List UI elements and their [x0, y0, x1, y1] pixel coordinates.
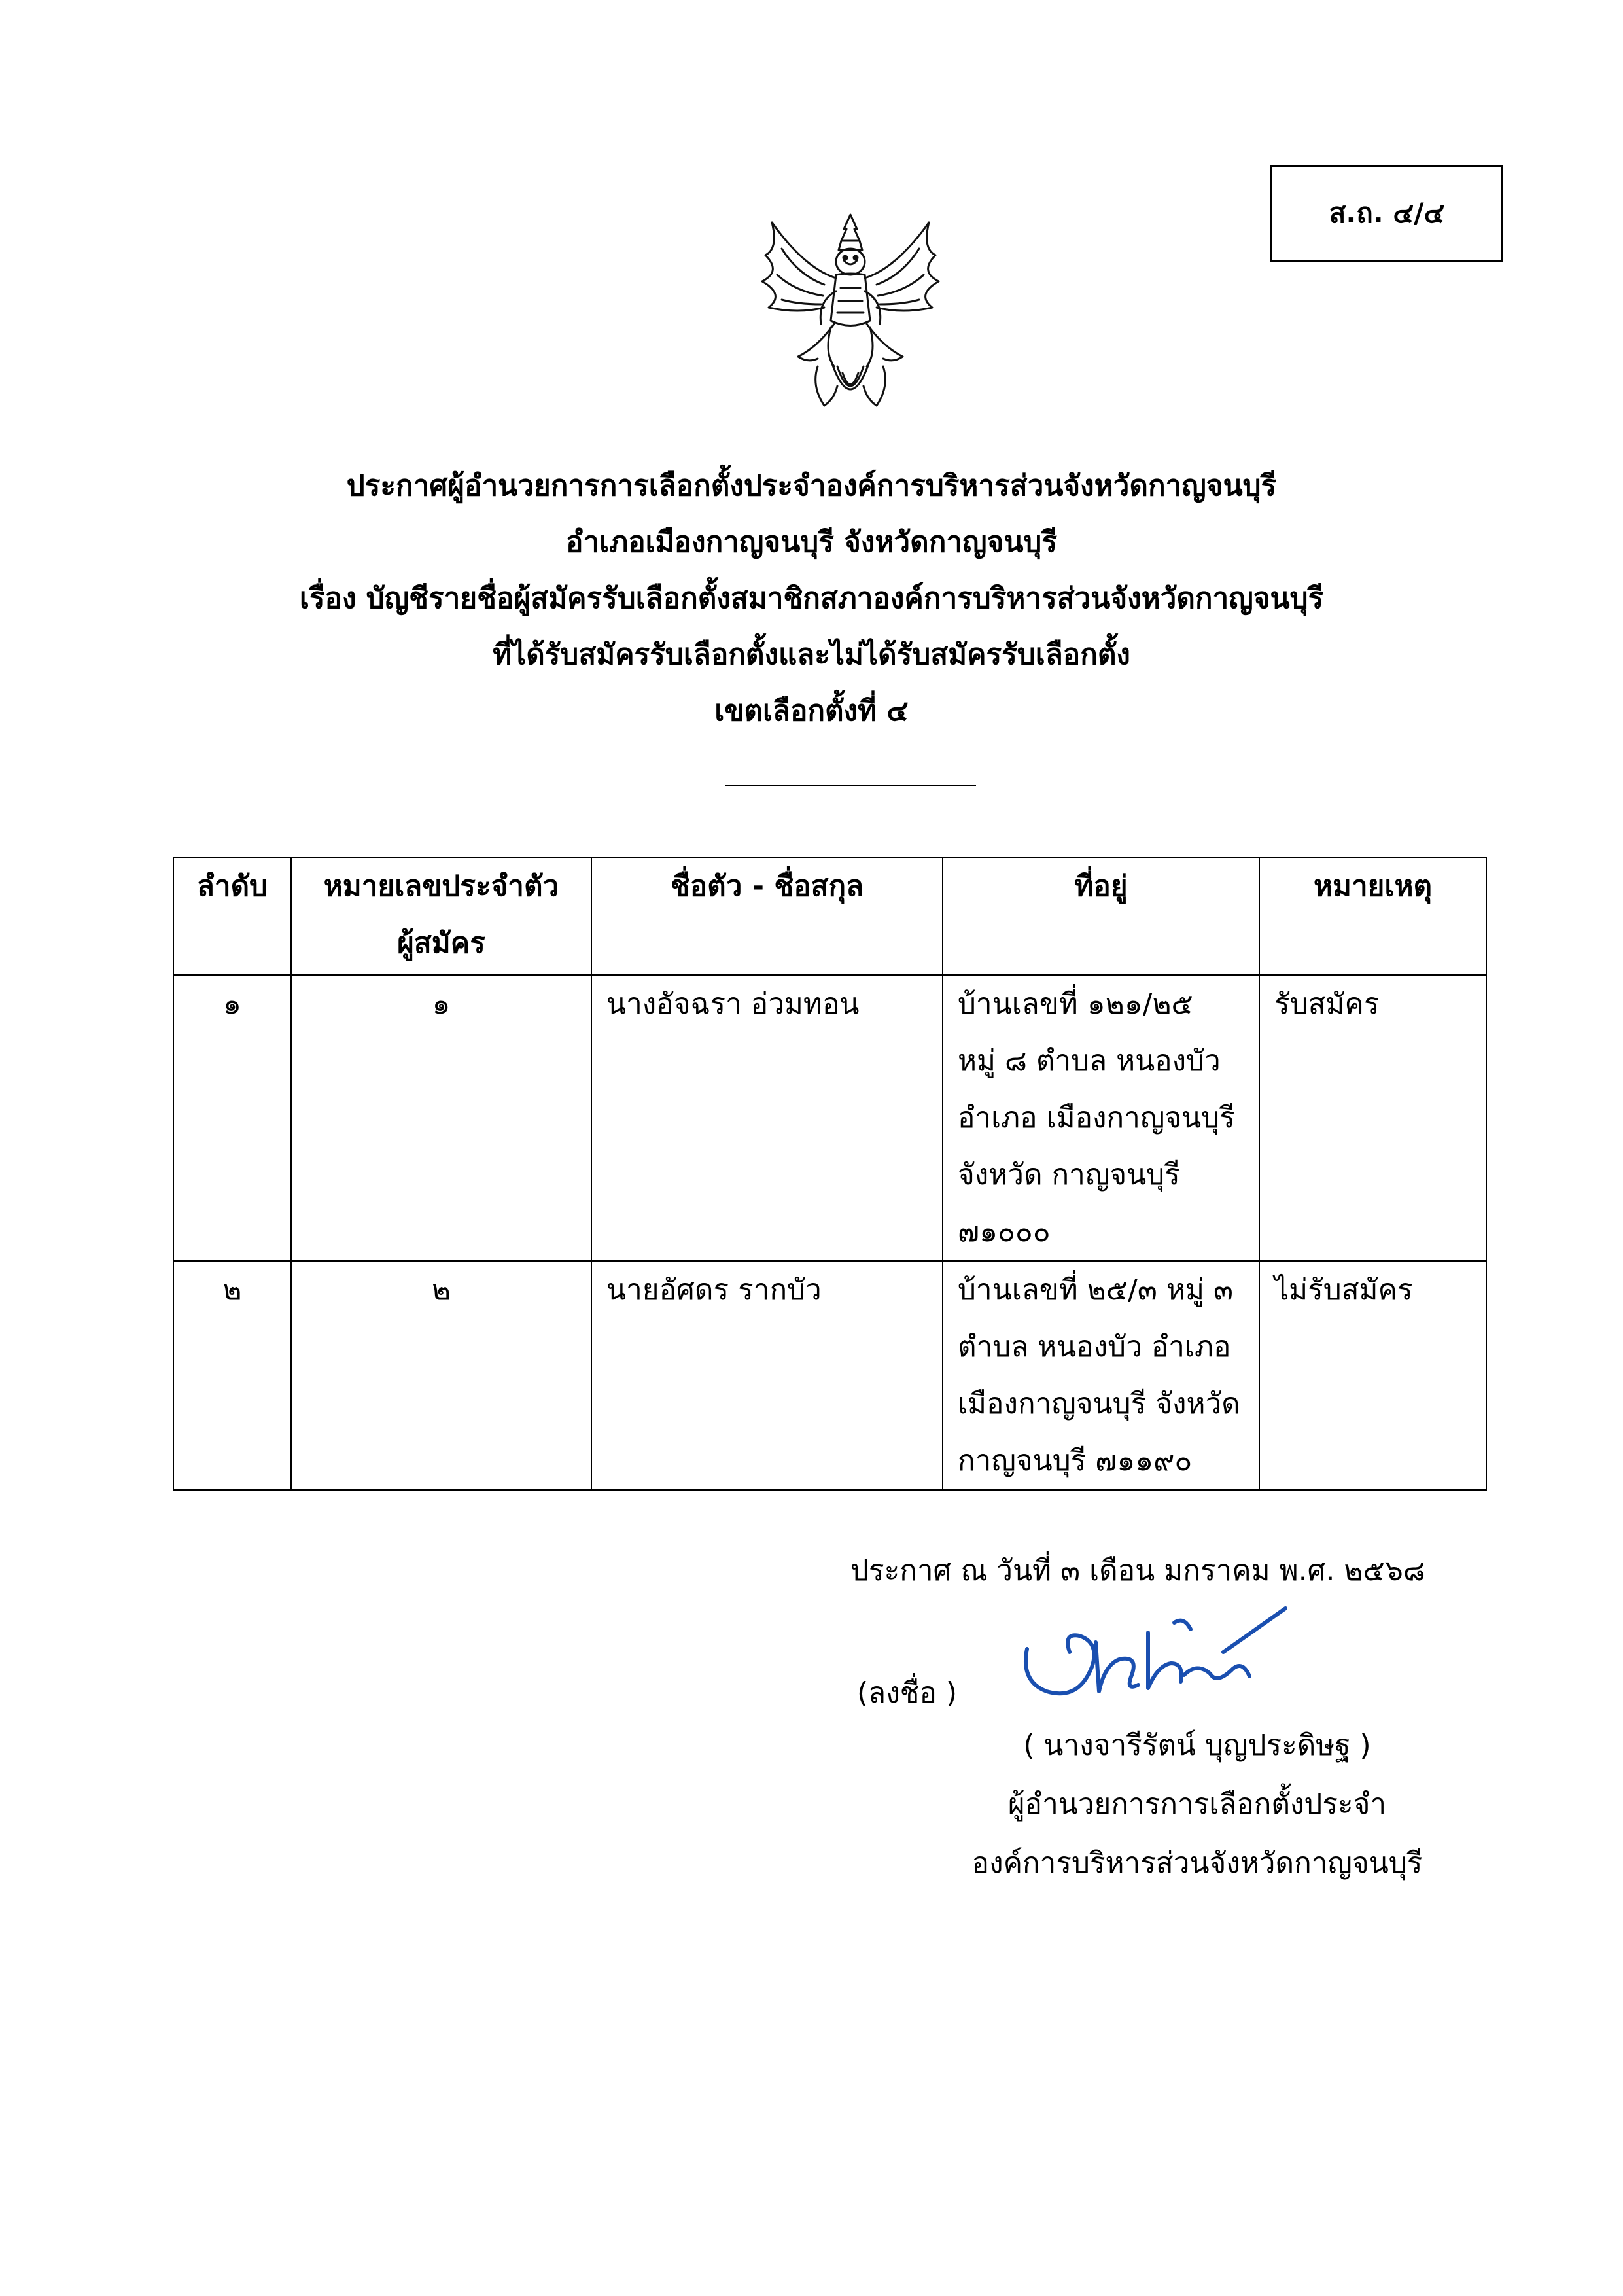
- header-candidate-number: [291, 857, 591, 975]
- signer-position-line2: องค์การบริหารส่วนจังหวัดกาญจนบุรี: [971, 1846, 1423, 1880]
- signer-position-line1: ผู้อำนวยการการเลือกตั้งประจำ: [1007, 1788, 1387, 1821]
- signer-name: ( นางจารีรัตน์ บุญประดิษฐ ): [1023, 1729, 1371, 1762]
- address-line: บ้านเลขที่ ๑๒๑/๒๕: [958, 987, 1193, 1021]
- table-row: [173, 1261, 1486, 1490]
- address-line: เมืองกาญจนบุรี จังหวัด: [958, 1387, 1240, 1421]
- cell-candidate-number: ๑: [291, 975, 591, 1261]
- form-code-box: [1270, 165, 1503, 262]
- cell-order: ๑: [173, 975, 291, 1261]
- header-candidate-number-line1: หมายเลขประจำตัว: [323, 870, 559, 903]
- cell-remark: ไม่รับสมัคร: [1259, 1261, 1486, 1490]
- cell-name: นายอัศดร รากบัว: [591, 1261, 943, 1490]
- sign-label: (ลงชื่อ ): [857, 1676, 958, 1710]
- candidate-table: [173, 857, 1487, 1491]
- header-address: ที่อยู่: [943, 857, 1259, 975]
- title-line-1: ประกาศผู้อำนวยการการเลือกตั้งประจำองค์การบริหารส่วนจังหวัดกาญจนบุรี: [346, 469, 1277, 503]
- header-name: ชื่อตัว - ชื่อสกุล: [591, 857, 943, 975]
- cell-candidate-number: ๒: [291, 1261, 591, 1490]
- cell-order: ๒: [173, 1261, 291, 1490]
- header-remark: หมายเหตุ: [1259, 857, 1486, 975]
- address-line: อำเภอ เมืองกาญจนบุรี: [958, 1101, 1235, 1135]
- cell-remark: รับสมัคร: [1259, 975, 1486, 1261]
- address-line: บ้านเลขที่ ๒๕/๓ หมู่ ๓: [958, 1273, 1234, 1307]
- title-line-2: อำเภอเมืองกาญจนบุรี จังหวัดกาญจนบุรี: [566, 525, 1057, 559]
- table-header-row: [173, 857, 1486, 975]
- cell-address: [943, 1261, 1259, 1490]
- title-line-3: เรื่อง บัญชีรายชื่อผู้สมัครรับเลือกตั้งสมาชิกสภาองค์การบริหารส่วนจังหวัดกาญจนบุรี: [299, 582, 1324, 615]
- cell-address: [943, 975, 1259, 1261]
- handwritten-signature-icon: [1007, 1603, 1302, 1714]
- form-code: ส.ถ. ๔/๔: [1329, 197, 1445, 229]
- announcement-date: ประกาศ ณ วันที่ ๓ เดือน มกราคม พ.ศ. ๒๕๖๘: [850, 1554, 1425, 1587]
- address-line: ๗๑๐๐๐: [958, 1215, 1051, 1248]
- cell-name: นางอัจฉรา อ่วมทอน: [591, 975, 943, 1261]
- table-row: [173, 975, 1486, 1261]
- header-candidate-number-line2: ผู้สมัคร: [397, 927, 485, 960]
- header-order: ลำดับ: [173, 857, 291, 975]
- title-divider: [725, 785, 976, 786]
- garuda-emblem-icon: [746, 209, 955, 425]
- address-line: หมู่ ๘ ตำบล หนองบัว: [958, 1044, 1221, 1078]
- title-line-4: ที่ได้รับสมัครรับเลือกตั้งและไม่ได้รับสมัครรับเลือกตั้ง: [493, 638, 1130, 671]
- announcement-title-block: [0, 458, 1623, 739]
- title-line-5: เขตเลือกตั้งที่ ๔: [714, 694, 909, 728]
- address-line: ตำบล หนองบัว อำเภอ: [958, 1330, 1231, 1364]
- address-line: กาญจนบุรี ๗๑๑๙๐: [958, 1444, 1193, 1477]
- address-line: จังหวัด กาญจนบุรี: [958, 1158, 1180, 1192]
